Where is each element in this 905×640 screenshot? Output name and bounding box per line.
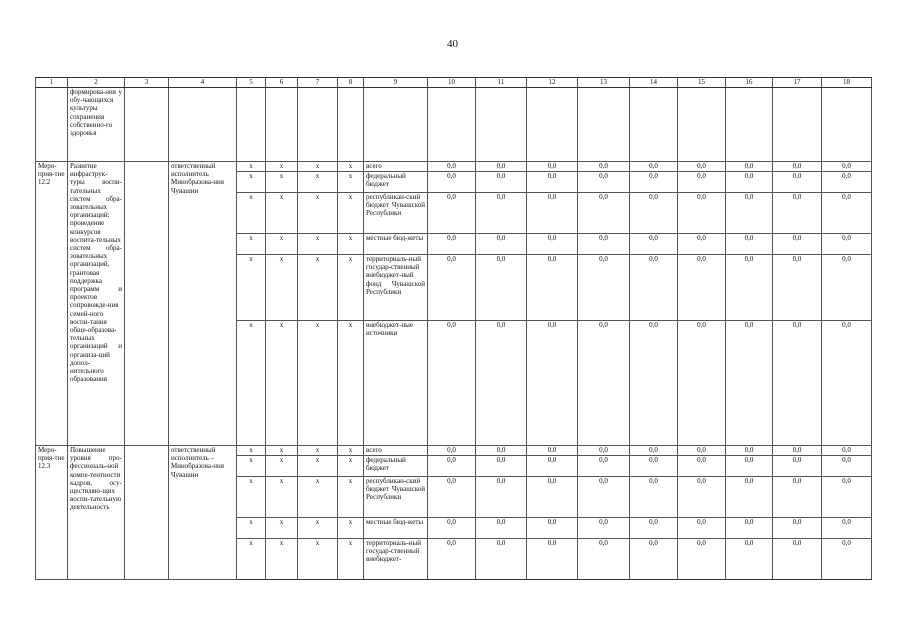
amount-cell: 0,0	[726, 446, 773, 456]
amount-cell: 0,0	[630, 255, 678, 321]
header-cell-11: 11	[476, 78, 527, 88]
code-cell: х	[298, 321, 338, 446]
amount-cell: 0,0	[773, 321, 822, 446]
measure-name: Повышение уровня про-фессиональ-ной компе-тентности кадров, осу-ществляю-щих воспи-тательную деятельность	[68, 446, 125, 580]
amount-cell: 0,0	[476, 234, 527, 255]
funding-source: всего	[364, 446, 428, 456]
amount-cell: 0,0	[678, 456, 726, 477]
code-cell: х	[266, 255, 298, 321]
amount-cell: 0,0	[726, 193, 773, 234]
empty-cell	[364, 88, 428, 162]
empty-cell	[822, 88, 872, 162]
amount-cell: 0,0	[527, 446, 578, 456]
funding-source: внебюджет-ные источники	[364, 321, 428, 446]
code-cell: х	[266, 162, 298, 172]
funding-source: территориаль-ный государ-ственный внебюджет-	[364, 539, 428, 580]
code-cell: х	[237, 172, 266, 193]
measure-name: Развитие инфраструк-туры воспи-тательных систем обра-зовательных организаций: проведение конкурсов воспита-тельных систем обра-зовательных организаций, грантовая поддержка программ и проектов сопровожде-ния семей-ного воспи-тания обще-образова-тельных организаций и организа-ций допол-нительного образования	[68, 162, 125, 446]
code-cell: х	[237, 539, 266, 580]
empty-cell	[169, 88, 237, 162]
header-cell-6: 6	[266, 78, 298, 88]
empty-cell	[36, 88, 68, 162]
amount-cell: 0,0	[578, 446, 630, 456]
empty-cell	[298, 88, 338, 162]
amount-cell: 0,0	[578, 477, 630, 518]
funding-row	[36, 446, 872, 456]
amount-cell: 0,0	[476, 172, 527, 193]
header-row	[36, 78, 872, 88]
amount-cell: 0,0	[428, 172, 476, 193]
measure-label: Меро-прия-тие 12.3	[36, 446, 68, 580]
code-cell: х	[298, 539, 338, 580]
continuation-row	[36, 88, 872, 162]
amount-cell: 0,0	[527, 162, 578, 172]
code-cell: х	[338, 255, 364, 321]
amount-cell: 0,0	[630, 539, 678, 580]
amount-cell: 0,0	[726, 321, 773, 446]
amount-cell: 0,0	[428, 456, 476, 477]
header-cell-9: 9	[364, 78, 428, 88]
measure-executor: ответственный исполнитель Минобразова-ния Чувашии	[169, 162, 237, 446]
code-cell: х	[237, 321, 266, 446]
amount-cell: 0,0	[630, 321, 678, 446]
code-cell: х	[338, 234, 364, 255]
amount-cell: 0,0	[773, 446, 822, 456]
amount-cell: 0,0	[527, 255, 578, 321]
amount-cell: 0,0	[678, 477, 726, 518]
amount-cell: 0,0	[822, 321, 872, 446]
amount-cell: 0,0	[428, 518, 476, 539]
amount-cell: 0,0	[428, 321, 476, 446]
amount-cell: 0,0	[726, 255, 773, 321]
amount-cell: 0,0	[678, 518, 726, 539]
code-cell: х	[298, 446, 338, 456]
amount-cell: 0,0	[726, 456, 773, 477]
amount-cell: 0,0	[773, 477, 822, 518]
code-cell: х	[266, 446, 298, 456]
empty-cell	[773, 88, 822, 162]
amount-cell: 0,0	[678, 172, 726, 193]
amount-cell: 0,0	[822, 518, 872, 539]
amount-cell: 0,0	[428, 162, 476, 172]
amount-cell: 0,0	[527, 172, 578, 193]
amount-cell: 0,0	[578, 162, 630, 172]
amount-cell: 0,0	[630, 477, 678, 518]
header-cell-13: 13	[578, 78, 630, 88]
code-cell: х	[266, 193, 298, 234]
code-cell: х	[298, 456, 338, 477]
amount-cell: 0,0	[726, 518, 773, 539]
code-cell: х	[338, 193, 364, 234]
code-cell: х	[338, 172, 364, 193]
amount-cell: 0,0	[578, 518, 630, 539]
code-cell: х	[266, 477, 298, 518]
amount-cell: 0,0	[630, 456, 678, 477]
empty-cell	[476, 88, 527, 162]
empty-cell	[125, 446, 169, 580]
amount-cell: 0,0	[578, 234, 630, 255]
amount-cell: 0,0	[476, 446, 527, 456]
amount-cell: 0,0	[726, 234, 773, 255]
header-cell-2: 2	[68, 78, 125, 88]
amount-cell: 0,0	[822, 162, 872, 172]
page-number: 40	[447, 38, 458, 50]
code-cell: х	[266, 172, 298, 193]
measure-executor: ответственный исполнитель – Минобразова-ния Чувашии	[169, 446, 237, 580]
amount-cell: 0,0	[773, 162, 822, 172]
code-cell: х	[298, 518, 338, 539]
amount-cell: 0,0	[527, 234, 578, 255]
amount-cell: 0,0	[630, 193, 678, 234]
amount-cell: 0,0	[527, 321, 578, 446]
header-cell-10: 10	[428, 78, 476, 88]
amount-cell: 0,0	[527, 518, 578, 539]
funding-source: республикан-ский бюджет Чувашской Республики	[364, 193, 428, 234]
empty-cell	[578, 88, 630, 162]
amount-cell: 0,0	[578, 193, 630, 234]
funding-source: местные бюд-жеты	[364, 518, 428, 539]
header-cell-14: 14	[630, 78, 678, 88]
funding-source: республикан-ский бюджет Чувашской Республики	[364, 477, 428, 518]
amount-cell: 0,0	[476, 456, 527, 477]
amount-cell: 0,0	[578, 456, 630, 477]
amount-cell: 0,0	[773, 539, 822, 580]
amount-cell: 0,0	[630, 446, 678, 456]
amount-cell: 0,0	[428, 193, 476, 234]
empty-cell	[237, 88, 266, 162]
amount-cell: 0,0	[428, 255, 476, 321]
amount-cell: 0,0	[822, 446, 872, 456]
empty-cell	[630, 88, 678, 162]
header-cell-3: 3	[125, 78, 169, 88]
header-cell-15: 15	[678, 78, 726, 88]
amount-cell: 0,0	[578, 255, 630, 321]
code-cell: х	[266, 234, 298, 255]
amount-cell: 0,0	[578, 172, 630, 193]
amount-cell: 0,0	[678, 446, 726, 456]
cont-name-cell: формирова-ния у обу-чающихся культуры сохранения собственно-го здоровья	[68, 88, 125, 162]
amount-cell: 0,0	[630, 162, 678, 172]
header-cell-4: 4	[169, 78, 237, 88]
code-cell: х	[298, 162, 338, 172]
amount-cell: 0,0	[428, 446, 476, 456]
amount-cell: 0,0	[527, 477, 578, 518]
header-cell-8: 8	[338, 78, 364, 88]
amount-cell: 0,0	[773, 518, 822, 539]
amount-cell: 0,0	[822, 255, 872, 321]
amount-cell: 0,0	[476, 255, 527, 321]
code-cell: х	[338, 539, 364, 580]
code-cell: х	[237, 477, 266, 518]
amount-cell: 0,0	[578, 321, 630, 446]
amount-cell: 0,0	[822, 456, 872, 477]
amount-cell: 0,0	[578, 539, 630, 580]
code-cell: х	[338, 446, 364, 456]
code-cell: х	[298, 193, 338, 234]
amount-cell: 0,0	[630, 518, 678, 539]
amount-cell: 0,0	[726, 539, 773, 580]
code-cell: х	[298, 172, 338, 193]
amount-cell: 0,0	[726, 172, 773, 193]
funding-source: всего	[364, 162, 428, 172]
amount-cell: 0,0	[527, 539, 578, 580]
amount-cell: 0,0	[773, 193, 822, 234]
amount-cell: 0,0	[678, 255, 726, 321]
empty-cell	[428, 88, 476, 162]
amount-cell: 0,0	[822, 539, 872, 580]
amount-cell: 0,0	[476, 321, 527, 446]
code-cell: х	[338, 162, 364, 172]
amount-cell: 0,0	[527, 456, 578, 477]
code-cell: х	[266, 518, 298, 539]
code-cell: х	[298, 255, 338, 321]
funding-row	[36, 162, 872, 172]
header-cell-12: 12	[527, 78, 578, 88]
amount-cell: 0,0	[476, 518, 527, 539]
amount-cell: 0,0	[822, 172, 872, 193]
funding-source: федеральный бюджет	[364, 172, 428, 193]
amount-cell: 0,0	[822, 234, 872, 255]
code-cell: х	[237, 193, 266, 234]
amount-cell: 0,0	[678, 539, 726, 580]
code-cell: х	[237, 456, 266, 477]
funding-source: местные бюд-жеты	[364, 234, 428, 255]
amount-cell: 0,0	[428, 234, 476, 255]
empty-cell	[726, 88, 773, 162]
measure-label: Меро-прия-тие 12.2	[36, 162, 68, 446]
budget-table	[35, 77, 872, 580]
funding-source: федеральный бюджет	[364, 456, 428, 477]
header-cell-7: 7	[298, 78, 338, 88]
code-cell: х	[298, 477, 338, 518]
amount-cell: 0,0	[476, 162, 527, 172]
empty-cell	[527, 88, 578, 162]
amount-cell: 0,0	[630, 234, 678, 255]
empty-cell	[266, 88, 298, 162]
code-cell: х	[338, 518, 364, 539]
amount-cell: 0,0	[822, 477, 872, 518]
code-cell: х	[237, 255, 266, 321]
amount-cell: 0,0	[428, 477, 476, 518]
header-cell-1: 1	[36, 78, 68, 88]
code-cell: х	[237, 162, 266, 172]
amount-cell: 0,0	[428, 539, 476, 580]
amount-cell: 0,0	[476, 477, 527, 518]
amount-cell: 0,0	[630, 172, 678, 193]
code-cell: х	[298, 234, 338, 255]
empty-cell	[678, 88, 726, 162]
amount-cell: 0,0	[773, 172, 822, 193]
code-cell: х	[338, 477, 364, 518]
amount-cell: 0,0	[726, 477, 773, 518]
empty-cell	[125, 88, 169, 162]
amount-cell: 0,0	[678, 193, 726, 234]
header-cell-16: 16	[726, 78, 773, 88]
amount-cell: 0,0	[726, 162, 773, 172]
header-cell-5: 5	[237, 78, 266, 88]
code-cell: х	[266, 321, 298, 446]
header-cell-18: 18	[822, 78, 872, 88]
amount-cell: 0,0	[476, 193, 527, 234]
code-cell: х	[237, 234, 266, 255]
header-cell-17: 17	[773, 78, 822, 88]
amount-cell: 0,0	[822, 193, 872, 234]
amount-cell: 0,0	[527, 193, 578, 234]
code-cell: х	[266, 539, 298, 580]
amount-cell: 0,0	[678, 234, 726, 255]
amount-cell: 0,0	[773, 255, 822, 321]
empty-cell	[125, 162, 169, 446]
amount-cell: 0,0	[773, 456, 822, 477]
amount-cell: 0,0	[678, 321, 726, 446]
code-cell: х	[237, 518, 266, 539]
amount-cell: 0,0	[476, 539, 527, 580]
empty-cell	[338, 88, 364, 162]
amount-cell: 0,0	[678, 162, 726, 172]
code-cell: х	[338, 456, 364, 477]
amount-cell: 0,0	[773, 234, 822, 255]
code-cell: х	[338, 321, 364, 446]
funding-source: территориаль-ный государ-ственный внебюджет-ный фонд Чувашской Республики	[364, 255, 428, 321]
code-cell: х	[266, 456, 298, 477]
code-cell: х	[237, 446, 266, 456]
